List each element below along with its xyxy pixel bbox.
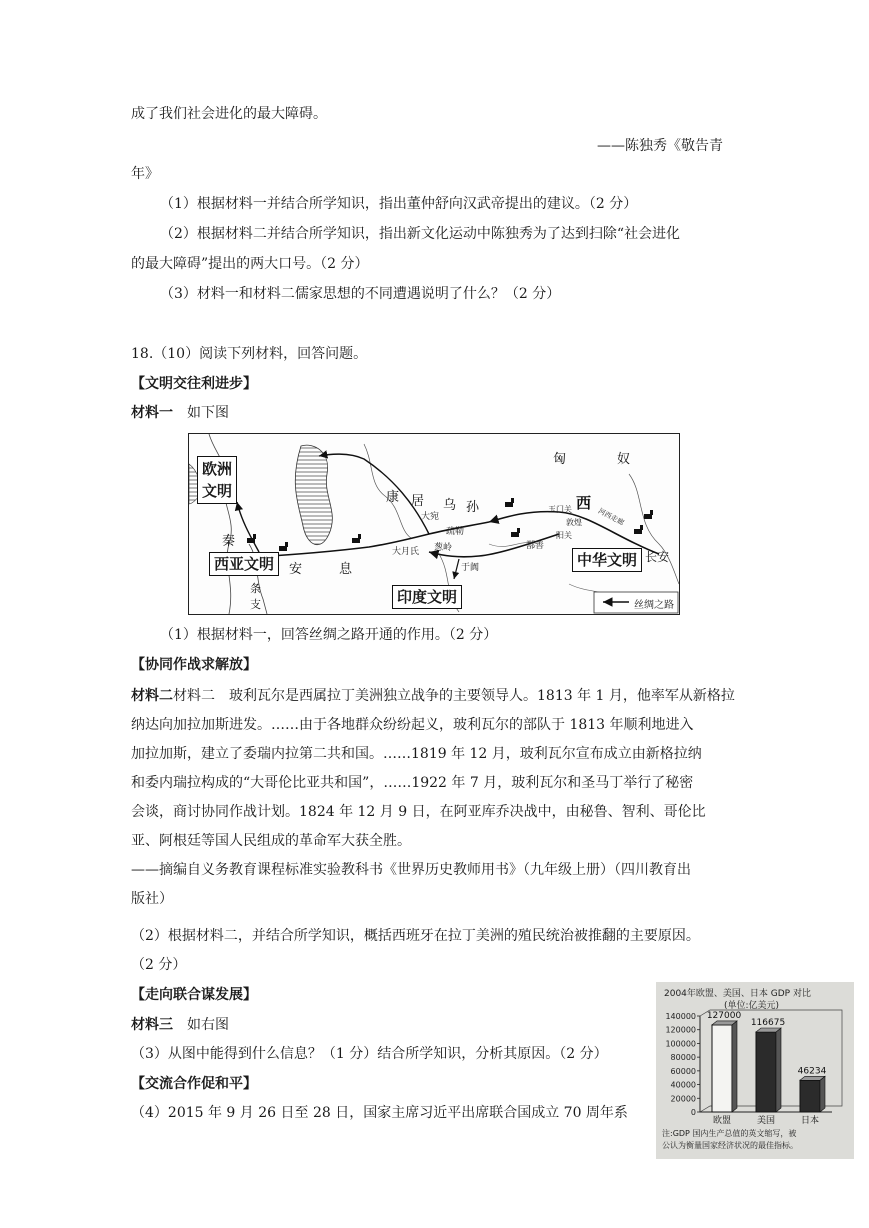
question-2: （2）根据材料二并结合所学知识，指出新文化运动中陈独秀为了达到扫除“社会进化 bbox=[160, 226, 681, 242]
data-label: 116675 bbox=[750, 1017, 786, 1028]
material-2-source: 版社） bbox=[131, 891, 173, 907]
section-heading: 【协同作战求解放】 bbox=[131, 657, 257, 673]
material-label: 材料一 如下图 bbox=[131, 405, 229, 421]
x-tick-label: 欧盟 bbox=[712, 1116, 732, 1126]
sub-question-4: （4）2015 年 9 月 26 日至 28 日，国家主席习近平出席联合国成立 70 周年系 bbox=[131, 1105, 628, 1121]
question-3: （3）材料一和材料二儒家思想的不同遭遇说明了什么？（2 分） bbox=[160, 286, 561, 302]
gdp-chart-photo bbox=[656, 982, 854, 1159]
y-tick-label: 20000 bbox=[670, 1094, 696, 1104]
region-qin: 秦 bbox=[222, 534, 236, 549]
chart-note: 注:GDP 国内生产总值的英文缩写，被 bbox=[662, 1129, 797, 1138]
region-tiaozhi: 条 bbox=[250, 582, 261, 595]
question-2-cont: 的最大障碍”提出的两大口号。（2 分） bbox=[131, 256, 369, 272]
material-2-line bbox=[131, 744, 702, 764]
region-xiongnu: 奴 bbox=[617, 452, 631, 467]
material-text: 会谈，商讨协同作战计划。1824 年 12 月 9 日，在阿亚库乔决战中，由秘鲁、智利、哥伦比 bbox=[131, 804, 706, 820]
label-chinese-civilization: 中华文明 bbox=[572, 548, 642, 572]
region-wusun: 孙 bbox=[466, 500, 480, 515]
region-kangju: 康 bbox=[386, 490, 400, 505]
chart-note: 公认为衡量国家经济状况的最佳指标。 bbox=[662, 1141, 798, 1150]
y-tick-label: 60000 bbox=[670, 1066, 696, 1076]
y-tick-label: 120000 bbox=[665, 1025, 696, 1035]
bar-side bbox=[820, 1076, 825, 1112]
material-text: 亚、阿根廷等国人民组成的革命军大获全胜。 bbox=[131, 833, 411, 849]
bar-side bbox=[776, 1028, 781, 1112]
sub-question-3: （3）从图中能得到什么信息？（1 分）结合所学知识，分析其原因。（2 分） bbox=[131, 1046, 608, 1062]
place-hexi-corridor: 河西走廊 bbox=[596, 506, 626, 528]
label-indian-civilization: 印度文明 bbox=[392, 585, 462, 609]
material-text: 加拉加斯，建立了委瑞内拉第二共和国。……1819 年 12 月，玻利瓦尔宣布成立由新格拉纳 bbox=[131, 746, 702, 762]
region-wusun: 乌 bbox=[443, 498, 457, 513]
y-tick-label: 100000 bbox=[665, 1039, 696, 1049]
region-xiongnu: 匈 bbox=[553, 452, 567, 467]
chart-title: 2004年欧盟、美国、日本 GDP 对比 bbox=[664, 989, 811, 999]
label-text: 欧洲 bbox=[202, 460, 233, 478]
bar bbox=[712, 1025, 732, 1112]
bar bbox=[800, 1080, 820, 1112]
question-1: （1）根据材料一并结合所学知识，指出董仲舒向汉武帝提出的建议。（2 分） bbox=[160, 196, 638, 212]
place-dayuan: 大宛 bbox=[421, 512, 440, 522]
silk-road-map bbox=[188, 433, 680, 615]
label-west-asian-civilization: 西亚文明 bbox=[209, 552, 279, 576]
region-anxi: 息 bbox=[339, 562, 353, 577]
y-tick-label: 80000 bbox=[670, 1053, 696, 1063]
region-kangju: 居 bbox=[411, 494, 425, 509]
label-text: 文明 bbox=[202, 482, 233, 500]
question-18-heading: 18.（10）阅读下列材料，回答问题。 bbox=[131, 346, 368, 362]
data-label: 46234 bbox=[797, 1066, 827, 1077]
text-line: 成了我们社会进化的最大障碍。 bbox=[131, 106, 327, 122]
y-tick-label: 40000 bbox=[670, 1080, 696, 1090]
place-dunhuang: 敦煌 bbox=[566, 518, 582, 527]
y-tick-label: 0 bbox=[690, 1108, 696, 1117]
sub-question-2: （2）根据材料二，并结合所学知识，概括西班牙在拉丁美洲的殖民统治被推翻的主要原因。 bbox=[131, 928, 700, 944]
place-congling: 葱岭 bbox=[434, 543, 453, 553]
section-heading: 【走向联合谋发展】 bbox=[131, 987, 257, 1003]
caspian-sea bbox=[295, 445, 332, 545]
chart-subtitle: (单位:亿美元) bbox=[724, 1001, 780, 1011]
section-heading: 【交流合作促和平】 bbox=[131, 1076, 257, 1092]
citation: 年》 bbox=[131, 166, 159, 182]
material-text: 材料二 玻利瓦尔是西属拉丁美洲独立战争的主要领导人。1813 年 1 月，他率军从新格拉 bbox=[173, 688, 735, 704]
x-tick-label: 美国 bbox=[756, 1116, 776, 1126]
material-2-line: 材料二材料二 玻利瓦尔是西属拉丁美洲独立战争的主要领导人。1813 年 1 月，他率军从新格拉 bbox=[131, 688, 735, 704]
place-dayuezhi: 大月氏 bbox=[392, 547, 420, 557]
material-text: 纳达向加拉加斯进发。……由于各地群众纷纷起义，玻利瓦尔的部队于 1813 年顺利地进入 bbox=[131, 717, 694, 733]
citation: ——陈独秀《敬告青 bbox=[597, 138, 723, 154]
bar-side bbox=[732, 1021, 737, 1112]
material-2-line bbox=[131, 831, 411, 851]
y-tick-label: 140000 bbox=[665, 1012, 696, 1021]
region-xi: 西 bbox=[576, 494, 592, 512]
region-anxi: 安 bbox=[289, 562, 303, 577]
place-shanshan: 鄯善 bbox=[526, 541, 545, 551]
material-label: 材料三 如右图 bbox=[131, 1017, 229, 1033]
material-text: 和委内瑞拉构成的“大哥伦比亚共和国”，……1922 年 7 月，玻利瓦尔和圣马丁举行了秘密 bbox=[131, 775, 694, 791]
data-label: 127000 bbox=[706, 1010, 742, 1021]
label-european-civilization bbox=[197, 456, 237, 504]
place-yangguan: 阳关 bbox=[556, 531, 572, 540]
place-shule: 疏勒 bbox=[446, 527, 465, 537]
section-heading: 【文明交往利进步】 bbox=[131, 376, 257, 392]
material-2-line bbox=[131, 802, 706, 822]
x-tick-label: 日本 bbox=[800, 1116, 820, 1126]
place-yutian: 于阗 bbox=[461, 563, 480, 573]
material-2-line bbox=[131, 715, 694, 735]
material-2-source: ——摘编自义务教育课程标准实验教科书《世界历史教师用书》（九年级上册）（四川教育出 bbox=[131, 862, 691, 878]
sub-question-1: （1）根据材料一，回答丝绸之路开通的作用。（2 分） bbox=[160, 627, 498, 643]
place-yumenguan: 玉门关 bbox=[548, 505, 572, 514]
bar bbox=[756, 1032, 776, 1112]
city-changan: 长安 bbox=[645, 550, 670, 564]
sub-question-2-cont: （2 分） bbox=[131, 957, 187, 973]
material-2-line bbox=[131, 773, 693, 793]
region-tiaozhi: 支 bbox=[250, 598, 261, 611]
map-legend-silk-road: 丝绸之路 bbox=[634, 600, 674, 611]
